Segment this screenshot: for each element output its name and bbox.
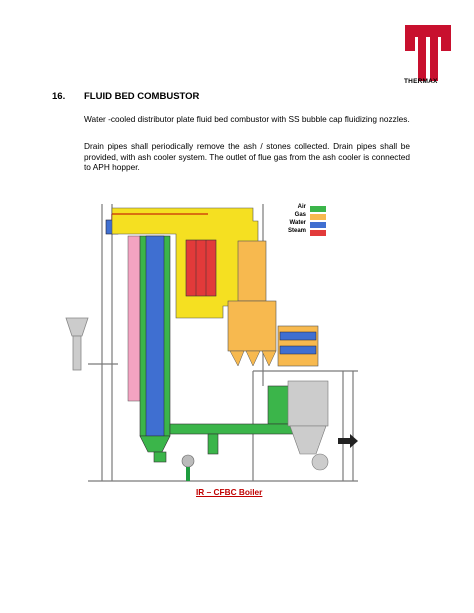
flue-gas-outlet <box>288 381 358 470</box>
figure-caption: IR – CFBC Boiler <box>196 487 263 497</box>
legend-swatch-steam <box>310 230 326 236</box>
legend-label-water: Water <box>289 220 306 226</box>
cfbc-boiler-diagram <box>58 196 418 496</box>
superheater <box>186 240 216 296</box>
section-number: 16. <box>52 91 66 102</box>
combustor-column <box>140 236 170 452</box>
thermax-logo <box>405 25 451 83</box>
legend-swatch-air <box>310 206 326 212</box>
legend-label-air: Air <box>297 204 306 210</box>
paragraph-distributor: Water -cooled distributor plate fluid bed combustor with SS bubble cap fluidizing nozzles. <box>84 114 410 124</box>
legend-swatch-gas <box>310 214 326 220</box>
section-title: FLUID BED COMBUSTOR <box>84 91 200 102</box>
paragraph-drain-pipes: Drain pipes shall periodically remove the ash / stones collected. Drain pipes shall be provided, with ash cooler system. The outlet of flue gas from the ash cooler is connected to APH hopper. <box>84 141 410 173</box>
fan <box>182 455 194 467</box>
air-preheater <box>278 326 318 366</box>
fuel-hopper <box>66 318 88 370</box>
legend-label-steam: Steam <box>287 228 306 234</box>
operator-figure <box>186 467 190 481</box>
legend-label-gas: Gas <box>294 212 306 218</box>
logo-wordmark: THERMAX <box>404 78 438 85</box>
riser-pipe <box>128 236 140 401</box>
legend-swatch-water <box>310 222 326 228</box>
legend-steam <box>266 229 326 237</box>
